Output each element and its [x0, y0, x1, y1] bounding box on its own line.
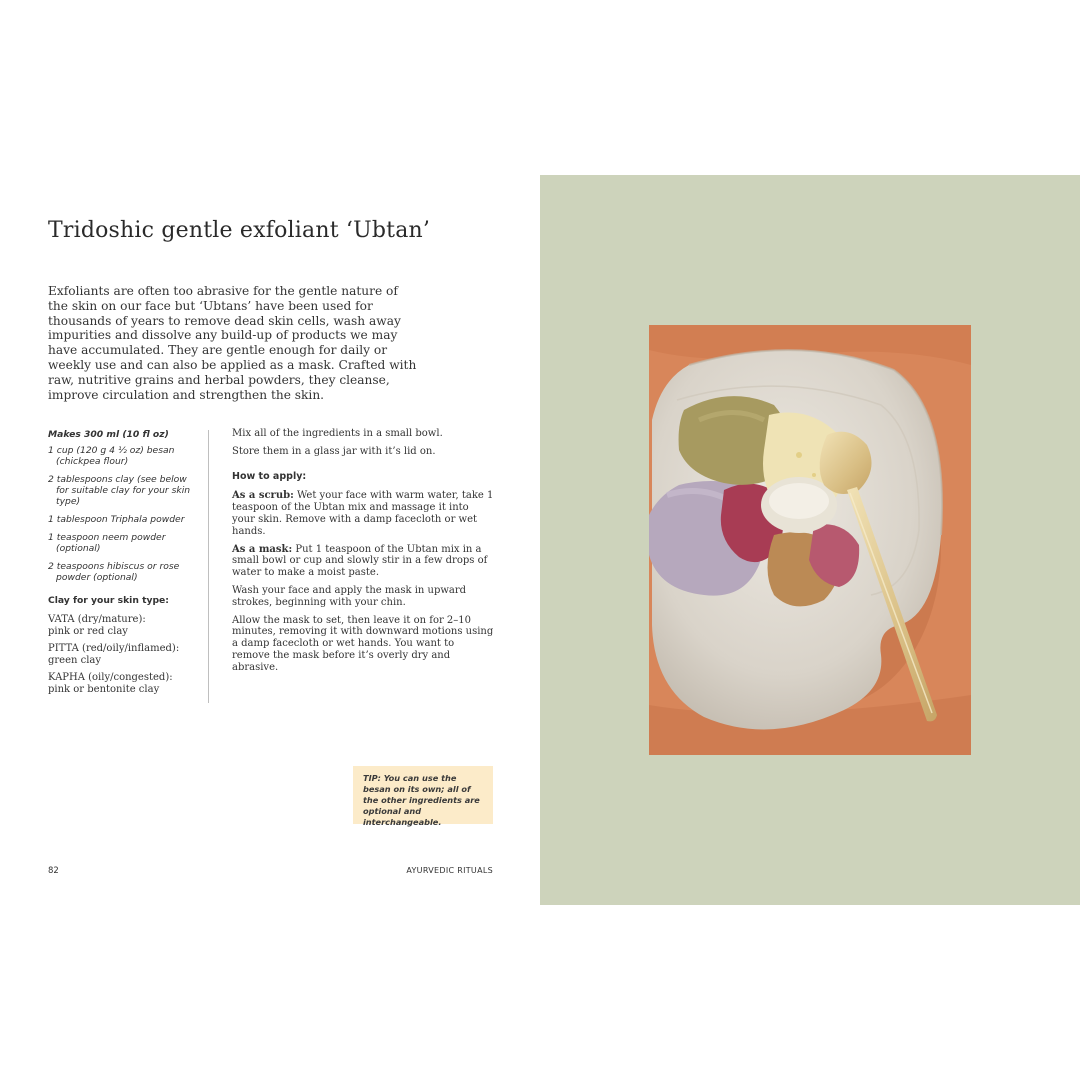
method-mix: Mix all of the ingredients in a small bowl. — [232, 428, 443, 439]
clay-type-item — [48, 643, 198, 666]
running-head: AYURVEDIC RITUALS — [406, 866, 493, 875]
clay-type-label: VATA (dry/mature): — [48, 614, 146, 625]
clay-type-item — [48, 614, 198, 637]
ingredients-column — [48, 429, 198, 701]
clay-heading: Clay for your skin type: — [48, 595, 169, 606]
ingredient-item: 2 teaspoons hibiscus or rose powder (optional) — [48, 561, 180, 583]
yield-text: Makes 300 ml (10 fl oz) — [48, 429, 169, 440]
scrub-text: Wet your face with warm water, take 1 teaspoon of the Ubtan mix and massage it into your skin. Remove with a damp facecloth or wet hands. — [232, 490, 494, 537]
mask-text: Put 1 teaspoon of the Ubtan mix in a small bowl or cup and slowly stir in a few drops of water to make a moist paste. — [232, 543, 488, 579]
clay-type-value: pink or red clay — [48, 625, 128, 637]
ingredient-item: 1 teaspoon neem powder (optional) — [48, 532, 166, 554]
page-number: 82 — [48, 866, 59, 876]
mask-label: As a mask: — [232, 543, 293, 555]
method-scrub — [232, 490, 494, 537]
method-store: Store them in a glass jar with it’s lid on. — [232, 445, 436, 457]
ingredient-item: 2 tablespoons clay (see below for suitable clay for your skin type) — [48, 474, 191, 507]
ingredient-item: 1 cup (120 g 4 ½ oz) besan (chickpea flour) — [48, 445, 175, 467]
how-to-heading: How to apply: — [232, 470, 307, 482]
method-column — [232, 428, 494, 680]
ubtan-photo-illustration — [649, 325, 971, 755]
clay-type-item — [48, 672, 198, 695]
clay-type-value: green clay — [48, 654, 102, 666]
clay-type-label: KAPHA (oily/congested): — [48, 672, 173, 683]
column-divider — [208, 430, 209, 703]
recipe-title: Tridoshic gentle exfoliant ‘Ubtan’ — [48, 218, 431, 243]
method-mask — [232, 544, 494, 579]
tip-box: TIP: You can use the besan on its own; all of the other ingredients are optional and interchangeable. — [353, 766, 493, 824]
intro-paragraph: Exfoliants are often too abrasive for the gentle nature of the skin on our face but ‘Ubtans’ have been used for thousands of years to remove dead skin cells, wash away impurities and dissolve any build-up of products we may have accumulated. They are gentle enough for daily or weekly use and can also be applied as a mask. Crafted with raw, nutritive grains and herbal powders, they cleanse, improve circulation and strengthen the skin. — [48, 284, 417, 402]
method-set: Allow the mask to set, then leave it on for 2–10 minutes, removing it with downward motions using a damp facecloth or wet hands. You want to remove the mask before it’s overly dry and abrasive. — [232, 614, 494, 673]
ubtan-photo — [649, 325, 971, 755]
ingredient-item: 1 tablespoon Triphala powder — [48, 514, 185, 525]
method-wash: Wash your face and apply the mask in upward strokes, beginning with your chin. — [232, 584, 467, 608]
clay-type-label: PITTA (red/oily/inflamed): — [48, 643, 180, 654]
clay-type-value: pink or bentonite clay — [48, 683, 160, 695]
scrub-label: As a scrub: — [232, 490, 294, 502]
